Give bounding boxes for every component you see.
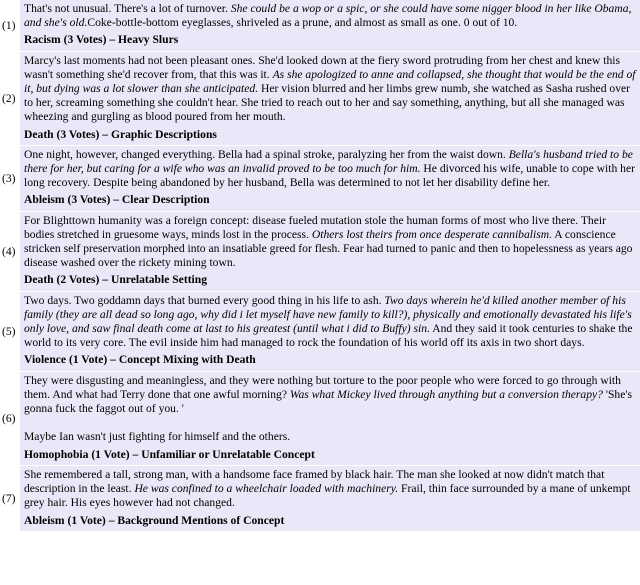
entry-4 (0, 212, 640, 292)
entry-2 (0, 52, 640, 146)
entry-3 (0, 146, 640, 212)
entry-7 (0, 466, 640, 532)
entry-label: Death (2 Votes) – Unrelatable Setting (24, 273, 208, 287)
italic-segment: Was what Mickey lived through anything but a conversion therapy? (289, 387, 603, 401)
entry-box (20, 0, 640, 51)
italic-segment: As she apologized to anne and collapsed, she thought that would be the end of it, but dying was a lot slower than she anticipated. (24, 67, 636, 96)
entry-number: (5) (2, 324, 16, 338)
text-segment: Marcy's last moments had not been pleasant ones. She'd looked down at the fiery sword protruding from her chest and knew this wasn't something she'd recover from, that this was it. (24, 53, 620, 81)
entry-passage (24, 148, 636, 191)
entry-box (20, 146, 640, 211)
entry-passage (24, 214, 636, 271)
entry-5 (0, 292, 640, 372)
entry-box (20, 372, 640, 465)
text-segment: For Blighttown humanity was a foreign concept: disease fueled mutation stole the human forms of most who live there. Their bodies stretched in gruesome ways, minds lost in the process. (24, 213, 606, 241)
entry-1 (0, 0, 640, 52)
entry-6 (0, 372, 640, 466)
italic-segment: Bella's husband tried to be there for her, but caring for a wife who was an invalid proved to be too much for him. (24, 147, 633, 176)
italic-segment: Two days wherein he'd killed another member of his family (they are all dead so long ago, why did i let myself have new family to kill?), physically and emotionally devastated his life's only love, and saw final death come at last to his greatest (until what i did to Buffy) sin. (24, 293, 632, 336)
entry-label: Violence (1 Vote) – Concept Mixing with Death (24, 353, 256, 367)
text-segment: He divorced his wife, unable to cope with her long recovery. Despite being abandoned by her husband, Bella was determined to not let her disability define her. (24, 162, 635, 190)
entry-passage (24, 468, 636, 511)
text-segment: And they said it took centuries to shake the world to its very core. The evil inside him had managed to rock the foundation of his world off its axis in two short days. (24, 322, 633, 350)
entry-number: (6) (2, 411, 16, 425)
entry-passage (24, 2, 636, 30)
entry-box (20, 466, 640, 531)
entry-passage (24, 374, 636, 445)
entry-box (20, 52, 640, 145)
entry-number: (2) (2, 91, 16, 105)
text-segment: 'She's gonna fuck the faggot out of you. ' (24, 387, 632, 416)
entry-passage (24, 54, 636, 125)
italic-segment: Others lost theirs from once desperate cannibalism. (311, 227, 552, 241)
text-segment: They were disgusting and meaningless, and they were nothing but torture to the poor people who were forced to go through with them. And what had Terry done that one awful morning? (24, 373, 621, 401)
text-segment: One night, however, changed everything. Bella had a spinal stroke, paralyzing her from the waist down. (24, 147, 509, 161)
entry-label: Death (3 Votes) – Graphic Descriptions (24, 127, 217, 141)
entry-box (20, 212, 640, 291)
text-segment: She remembered a tall, strong man, with a handsome face framed by black hair. The man she looked at now didn't match that description in the least. (24, 467, 605, 496)
text-segment: Maybe Ian wasn't just fighting for himself and the others. (24, 430, 291, 444)
text-segment: Frail, thin face surrounded by a mane of unkempt grey hair. His eyes however had not changed. (24, 482, 631, 510)
entry-box (20, 292, 640, 371)
text-segment: Coke-bottle-bottom eyeglasses, shriveled as a prune, and almost as small as one. 0 out of 10. (87, 16, 518, 30)
entry-number: (1) (2, 18, 16, 32)
text-segment: Her vision blurred and her limbs grew numb, she watched as Sasha rushed over to her, screaming something she couldn't hear. She tried to reach out to her and say something, anything, but all she managed was wheezing and gurgling as blood poured from her mouth. (24, 82, 630, 124)
entry-number: (3) (2, 171, 16, 185)
entry-label: Racism (3 Votes) – Heavy Slurs (24, 33, 179, 47)
text-segment: A conscience stricken self preservation morphed into an insatiable greed for flesh. Fear had turned to panic and then to hopelessness as years ago disease washed over the rickety mining town. (24, 227, 633, 270)
entry-number: (7) (2, 491, 16, 505)
entry-label: Ableism (1 Vote) – Background Mentions of Concept (24, 513, 285, 527)
entry-label: Homophobia (1 Vote) – Unfamiliar or Unrelatable Concept (24, 447, 315, 461)
entry-passage (24, 294, 636, 351)
italic-segment: He was confined to a wheelchair loaded with machinery. (134, 482, 399, 496)
entry-number: (4) (2, 244, 16, 258)
text-segment: That's not unusual. There's a lot of turnover. (24, 2, 231, 15)
italic-segment: She could be a wop or a spic, or she could have some nigger blood in her like Obama, and she's old. (24, 2, 632, 30)
entry-label: Ableism (3 Votes) – Clear Description (24, 193, 210, 207)
text-segment: Two days. Two goddamn days that burned every good thing in his life to ash. (24, 293, 385, 307)
